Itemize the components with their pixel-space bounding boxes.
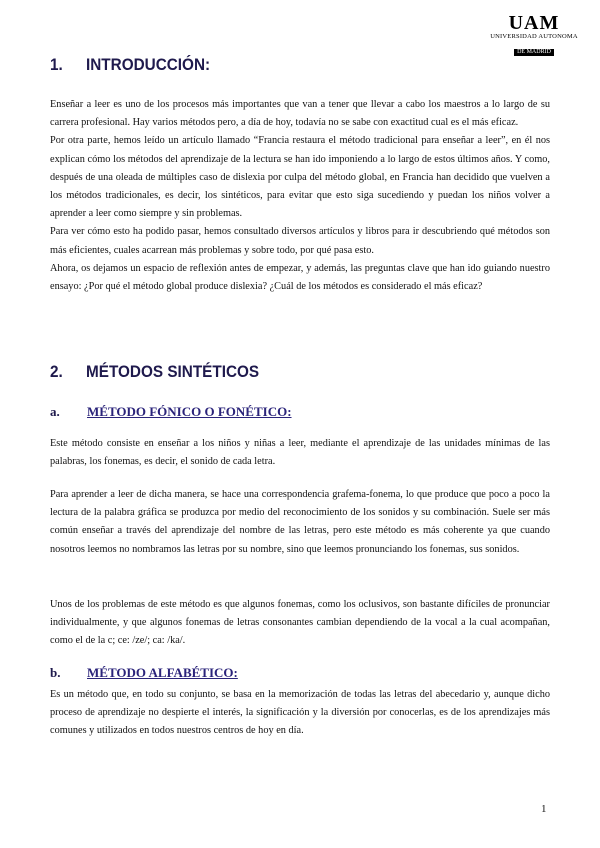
subsection-a-title: MÉTODO FÓNICO O FONÉTICO:: [87, 404, 292, 419]
logo-mark: UAM: [508, 12, 560, 34]
logo-line-2: DE MADRID: [514, 49, 554, 56]
paragraph: Enseñar a leer es uno de los procesos más importantes que van a tener que llevar a cabo los maestros a lo largo de su carrera profesional. Hay varios métodos pero, a día de hoy, todavía no se sabe con exactitud cual es el más eficaz.: [50, 99, 550, 129]
section-2-number: 2.: [50, 362, 63, 381]
section-1-heading: [50, 55, 210, 75]
subsection-b-title: MÉTODO ALFABÉTICO:: [87, 665, 238, 680]
subsection-b-number: b.: [50, 665, 61, 680]
paragraph: Ahora, os dejamos un espacio de reflexión antes de empezar, y además, las preguntas clave que han ido guiando nuestro ensayo: ¿Por qué el método global produce dislexia? ¿Cuál de los métodos es considerado el más eficaz?: [50, 262, 550, 293]
page-number: 1: [541, 803, 547, 815]
subsection-a-paragraph-3: Unos de los problemas de este método es que algunos fonemas, como los oclusivos, son bastante difíciles de pronunciar individualmente, y que algunos fonemas de letras consonantes cambian dependiendo de la vocal a la cual acompañan, como el de la c; ce: /ze/; ca: /ka/.: [50, 599, 550, 647]
paragraph: Por otra parte, hemos leído un artículo llamado “Francia restaura el método tradicional para enseñar a leer”, en él nos explican cómo los métodos del aprendizaje de la lectura se han ido imponiendo a lo largo de estos últimos años. Y como, después de una oleada de múltiples caso de dislexia por culpa del método global, en Francia han decidido que vuelven a los métodos tradicionales, es decir, los sintéticos, para evitar que esto siga sucediendo y puedan los niños volver a aprender a leer como siempre y sin problemas.: [50, 135, 550, 220]
university-logo: [488, 14, 580, 58]
subsection-b-heading: [50, 665, 238, 681]
subsection-b-paragraph-1: Es un método que, en todo su conjunto, se basa en la memorización de todas las letras del abecedario y, aunque dicho proceso de aprendizaje no despierte el interés, la significación y la diversión por conocerlas, es de los aprendizajes más comunes y utilizados en todos nuestros centros de hoy en día.: [50, 689, 550, 737]
logo-line-1: UNIVERSIDAD AUTONOMA: [490, 33, 578, 40]
section-1-body: [50, 96, 550, 296]
section-1-number: 1.: [50, 55, 63, 74]
paragraph: Para ver cómo esto ha podido pasar, hemos consultado diversos artículos y libros para ir descubriendo qué métodos son más eficientes, cuales acarrean más problemas y sobre todo, por qué pasa esto.: [50, 226, 550, 256]
section-2-heading: [50, 362, 259, 382]
section-1-title: INTRODUCCIÓN:: [86, 55, 211, 74]
subsection-a-heading: [50, 404, 292, 420]
section-2-title: MÉTODOS SINTÉTICOS: [86, 362, 260, 381]
subsection-a-paragraph-2: Para aprender a leer de dicha manera, se hace una correspondencia grafema-fonema, lo que produce que poco a poco la lectura de la palabra gráfica se produzca por medio del reconocimiento de los sonidos y su combinación. Suele ser más común enseñar a través del aprendizaje del nombre de las letras, pero este método es más coherente ya que cuando nosotros leemos no nombramos las letras por su nombre, sino que leemos pronunciando los fonemas, sus sonidos.: [50, 489, 550, 555]
subsection-a-paragraph-1: Este método consiste en enseñar a los niños y niñas a leer, mediante el aprendizaje de las unidades mínimas de las palabras, los fonemas, es decir, el sonido de cada letra.: [50, 438, 550, 468]
subsection-a-number: a.: [50, 404, 60, 419]
